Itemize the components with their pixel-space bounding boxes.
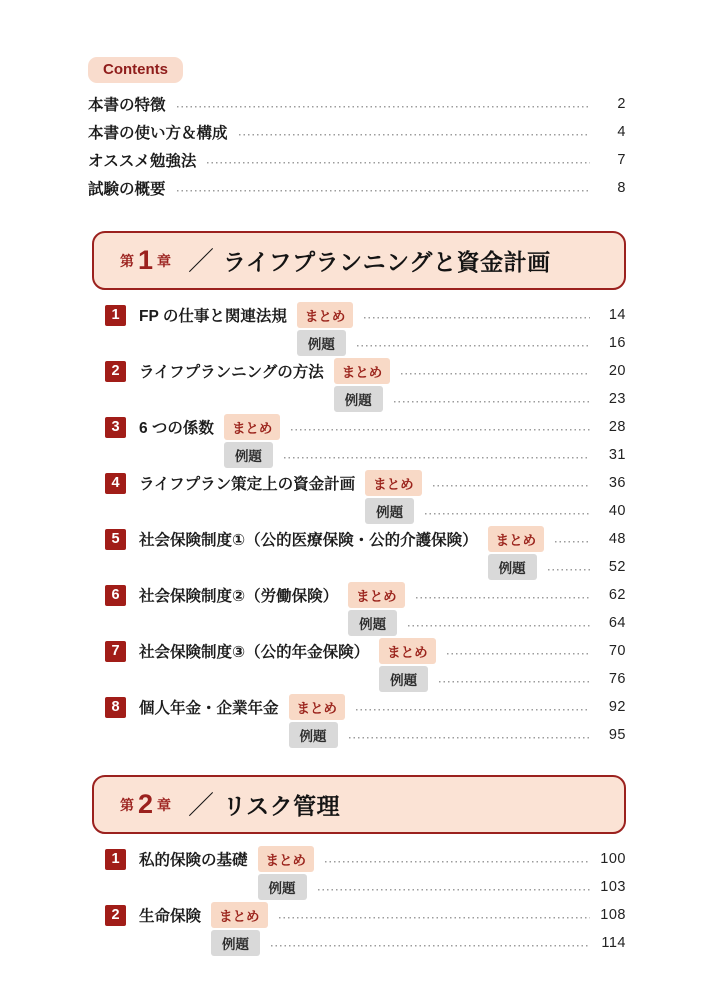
dotted-leader <box>548 559 590 575</box>
example-badge: 例題 <box>297 330 346 356</box>
dotted-leader <box>433 475 590 491</box>
section-title: 生命保険 <box>139 908 202 925</box>
toc-row-example <box>105 873 626 901</box>
chapter-title: リスク管理 <box>223 793 341 819</box>
toc-entry-label: 本書の特徴 <box>88 97 166 114</box>
front-matter-list <box>88 90 626 202</box>
page-number: 36 <box>608 475 626 491</box>
page-number: 64 <box>608 615 626 631</box>
section-number-badge: 2 <box>105 361 126 382</box>
chapter-title: ライフプランニングと資金計画 <box>223 249 551 275</box>
section-number-badge: 2 <box>105 905 126 926</box>
section-title: 私的保険の基礎 <box>139 852 248 869</box>
chapter-2-header <box>92 775 626 834</box>
page-number: 95 <box>608 727 626 743</box>
toc-row-summary <box>105 581 626 609</box>
toc-row-example <box>105 609 626 637</box>
section-title: ライフプラン策定上の資金計画 <box>139 476 356 493</box>
toc-row-front-matter <box>88 90 626 118</box>
example-badge: 例題 <box>211 930 260 956</box>
toc-row-summary <box>105 469 626 497</box>
section-title: 社会保険制度②（労働保険） <box>139 588 339 605</box>
toc-row-summary <box>105 845 626 873</box>
toc-row-front-matter <box>88 118 626 146</box>
summary-badge: まとめ <box>379 638 436 664</box>
page-number: 31 <box>608 447 626 463</box>
dotted-leader <box>349 727 590 743</box>
chapter-2-section <box>88 775 626 957</box>
chapter-1-header <box>92 231 626 290</box>
toc-row-summary <box>105 901 626 929</box>
example-badge: 例題 <box>258 874 307 900</box>
dotted-leader <box>284 447 590 463</box>
page-number: 103 <box>600 879 626 895</box>
example-badge: 例題 <box>488 554 537 580</box>
slash-divider: ／ <box>188 245 215 276</box>
example-badge: 例題 <box>379 666 428 692</box>
dotted-leader <box>177 96 590 112</box>
summary-badge: まとめ <box>297 302 354 328</box>
toc-row-front-matter <box>88 174 626 202</box>
example-badge: 例題 <box>348 610 397 636</box>
dotted-leader <box>239 124 590 140</box>
toc-row-example <box>105 665 626 693</box>
chapter-prefix: 第 <box>120 796 134 813</box>
section-title: 社会保険制度③（公的年金保険） <box>139 644 370 661</box>
dotted-leader <box>291 419 590 435</box>
toc-row-summary <box>105 301 626 329</box>
section-number-badge: 1 <box>105 305 126 326</box>
dotted-leader <box>356 699 590 715</box>
dotted-leader <box>279 907 590 923</box>
toc-row-summary <box>105 357 626 385</box>
dotted-leader <box>401 363 590 379</box>
page-number: 20 <box>608 363 626 379</box>
page-number: 8 <box>617 180 626 196</box>
example-badge: 例題 <box>224 442 273 468</box>
section-number-badge: 3 <box>105 417 126 438</box>
chapter-number: 2 <box>138 789 154 819</box>
toc-row-front-matter <box>88 146 626 174</box>
page-number: 4 <box>617 124 626 140</box>
section-number-badge: 8 <box>105 697 126 718</box>
toc-row-example <box>105 929 626 957</box>
summary-badge: まとめ <box>211 902 268 928</box>
dotted-leader <box>555 531 590 547</box>
section-title: 6 つの係数 <box>139 420 214 437</box>
dotted-leader <box>447 643 590 659</box>
page-number: 92 <box>608 699 626 715</box>
section-number-badge: 5 <box>105 529 126 550</box>
dotted-leader <box>271 935 590 951</box>
slash-divider: ／ <box>188 789 215 820</box>
dotted-leader <box>177 180 590 196</box>
dotted-leader <box>318 879 590 895</box>
summary-badge: まとめ <box>258 846 315 872</box>
toc-row-summary <box>105 525 626 553</box>
toc-entry-label: オススメ勉強法 <box>88 153 197 170</box>
dotted-leader <box>408 615 590 631</box>
dotted-leader <box>357 335 590 351</box>
section-title: 社会保険制度①（公的医療保険・公的介護保険） <box>139 532 478 549</box>
section-title: FP の仕事と関連法規 <box>139 308 287 325</box>
contents-badge: Contents <box>88 57 183 83</box>
toc-row-example <box>105 329 626 357</box>
page-number: 76 <box>608 671 626 687</box>
page-number: 16 <box>608 335 626 351</box>
summary-badge: まとめ <box>224 414 281 440</box>
example-badge: 例題 <box>365 498 414 524</box>
page-number: 100 <box>600 851 626 867</box>
dotted-leader <box>425 503 590 519</box>
toc-row-summary <box>105 637 626 665</box>
page-number: 7 <box>617 152 626 168</box>
section-title: 個人年金・企業年金 <box>139 700 279 717</box>
page-number: 114 <box>601 935 626 951</box>
page-number: 62 <box>608 587 626 603</box>
toc-entry-label: 本書の使い方＆構成 <box>88 125 228 142</box>
toc-row-example <box>105 441 626 469</box>
toc-row-example <box>105 385 626 413</box>
dotted-leader <box>416 587 590 603</box>
dotted-leader <box>394 391 590 407</box>
section-number-badge: 4 <box>105 473 126 494</box>
chapter-number: 1 <box>138 245 154 275</box>
dotted-leader <box>439 671 590 687</box>
toc-row-example <box>105 553 626 581</box>
summary-badge: まとめ <box>289 694 346 720</box>
section-number-badge: 1 <box>105 849 126 870</box>
summary-badge: まとめ <box>334 358 391 384</box>
toc-entry-label: 試験の概要 <box>88 181 166 198</box>
page-number: 23 <box>608 391 626 407</box>
summary-badge: まとめ <box>348 582 405 608</box>
dotted-leader <box>325 851 590 867</box>
page-number: 28 <box>608 419 626 435</box>
dotted-leader <box>207 152 590 168</box>
toc-row-summary <box>105 413 626 441</box>
toc-row-example <box>105 497 626 525</box>
section-title: ライフプランニングの方法 <box>139 364 324 381</box>
page-number: 40 <box>608 503 626 519</box>
chapter-1-section <box>88 231 626 749</box>
section-number-badge: 6 <box>105 585 126 606</box>
dotted-leader <box>364 307 590 323</box>
chapter-2-items <box>105 845 626 957</box>
page-number: 2 <box>617 96 626 112</box>
toc-row-summary <box>105 693 626 721</box>
chapter-suffix: 章 <box>157 796 172 813</box>
page-number: 108 <box>600 907 626 923</box>
summary-badge: まとめ <box>488 526 545 552</box>
page-number: 48 <box>608 531 626 547</box>
chapter-prefix: 第 <box>120 252 134 269</box>
example-badge: 例題 <box>334 386 383 412</box>
toc-row-example <box>105 721 626 749</box>
page-number: 14 <box>608 307 626 323</box>
summary-badge: まとめ <box>365 470 422 496</box>
example-badge: 例題 <box>289 722 338 748</box>
chapter-1-items <box>105 301 626 749</box>
chapter-suffix: 章 <box>157 252 172 269</box>
page-number: 52 <box>608 559 626 575</box>
section-number-badge: 7 <box>105 641 126 662</box>
page-number: 70 <box>608 643 626 659</box>
